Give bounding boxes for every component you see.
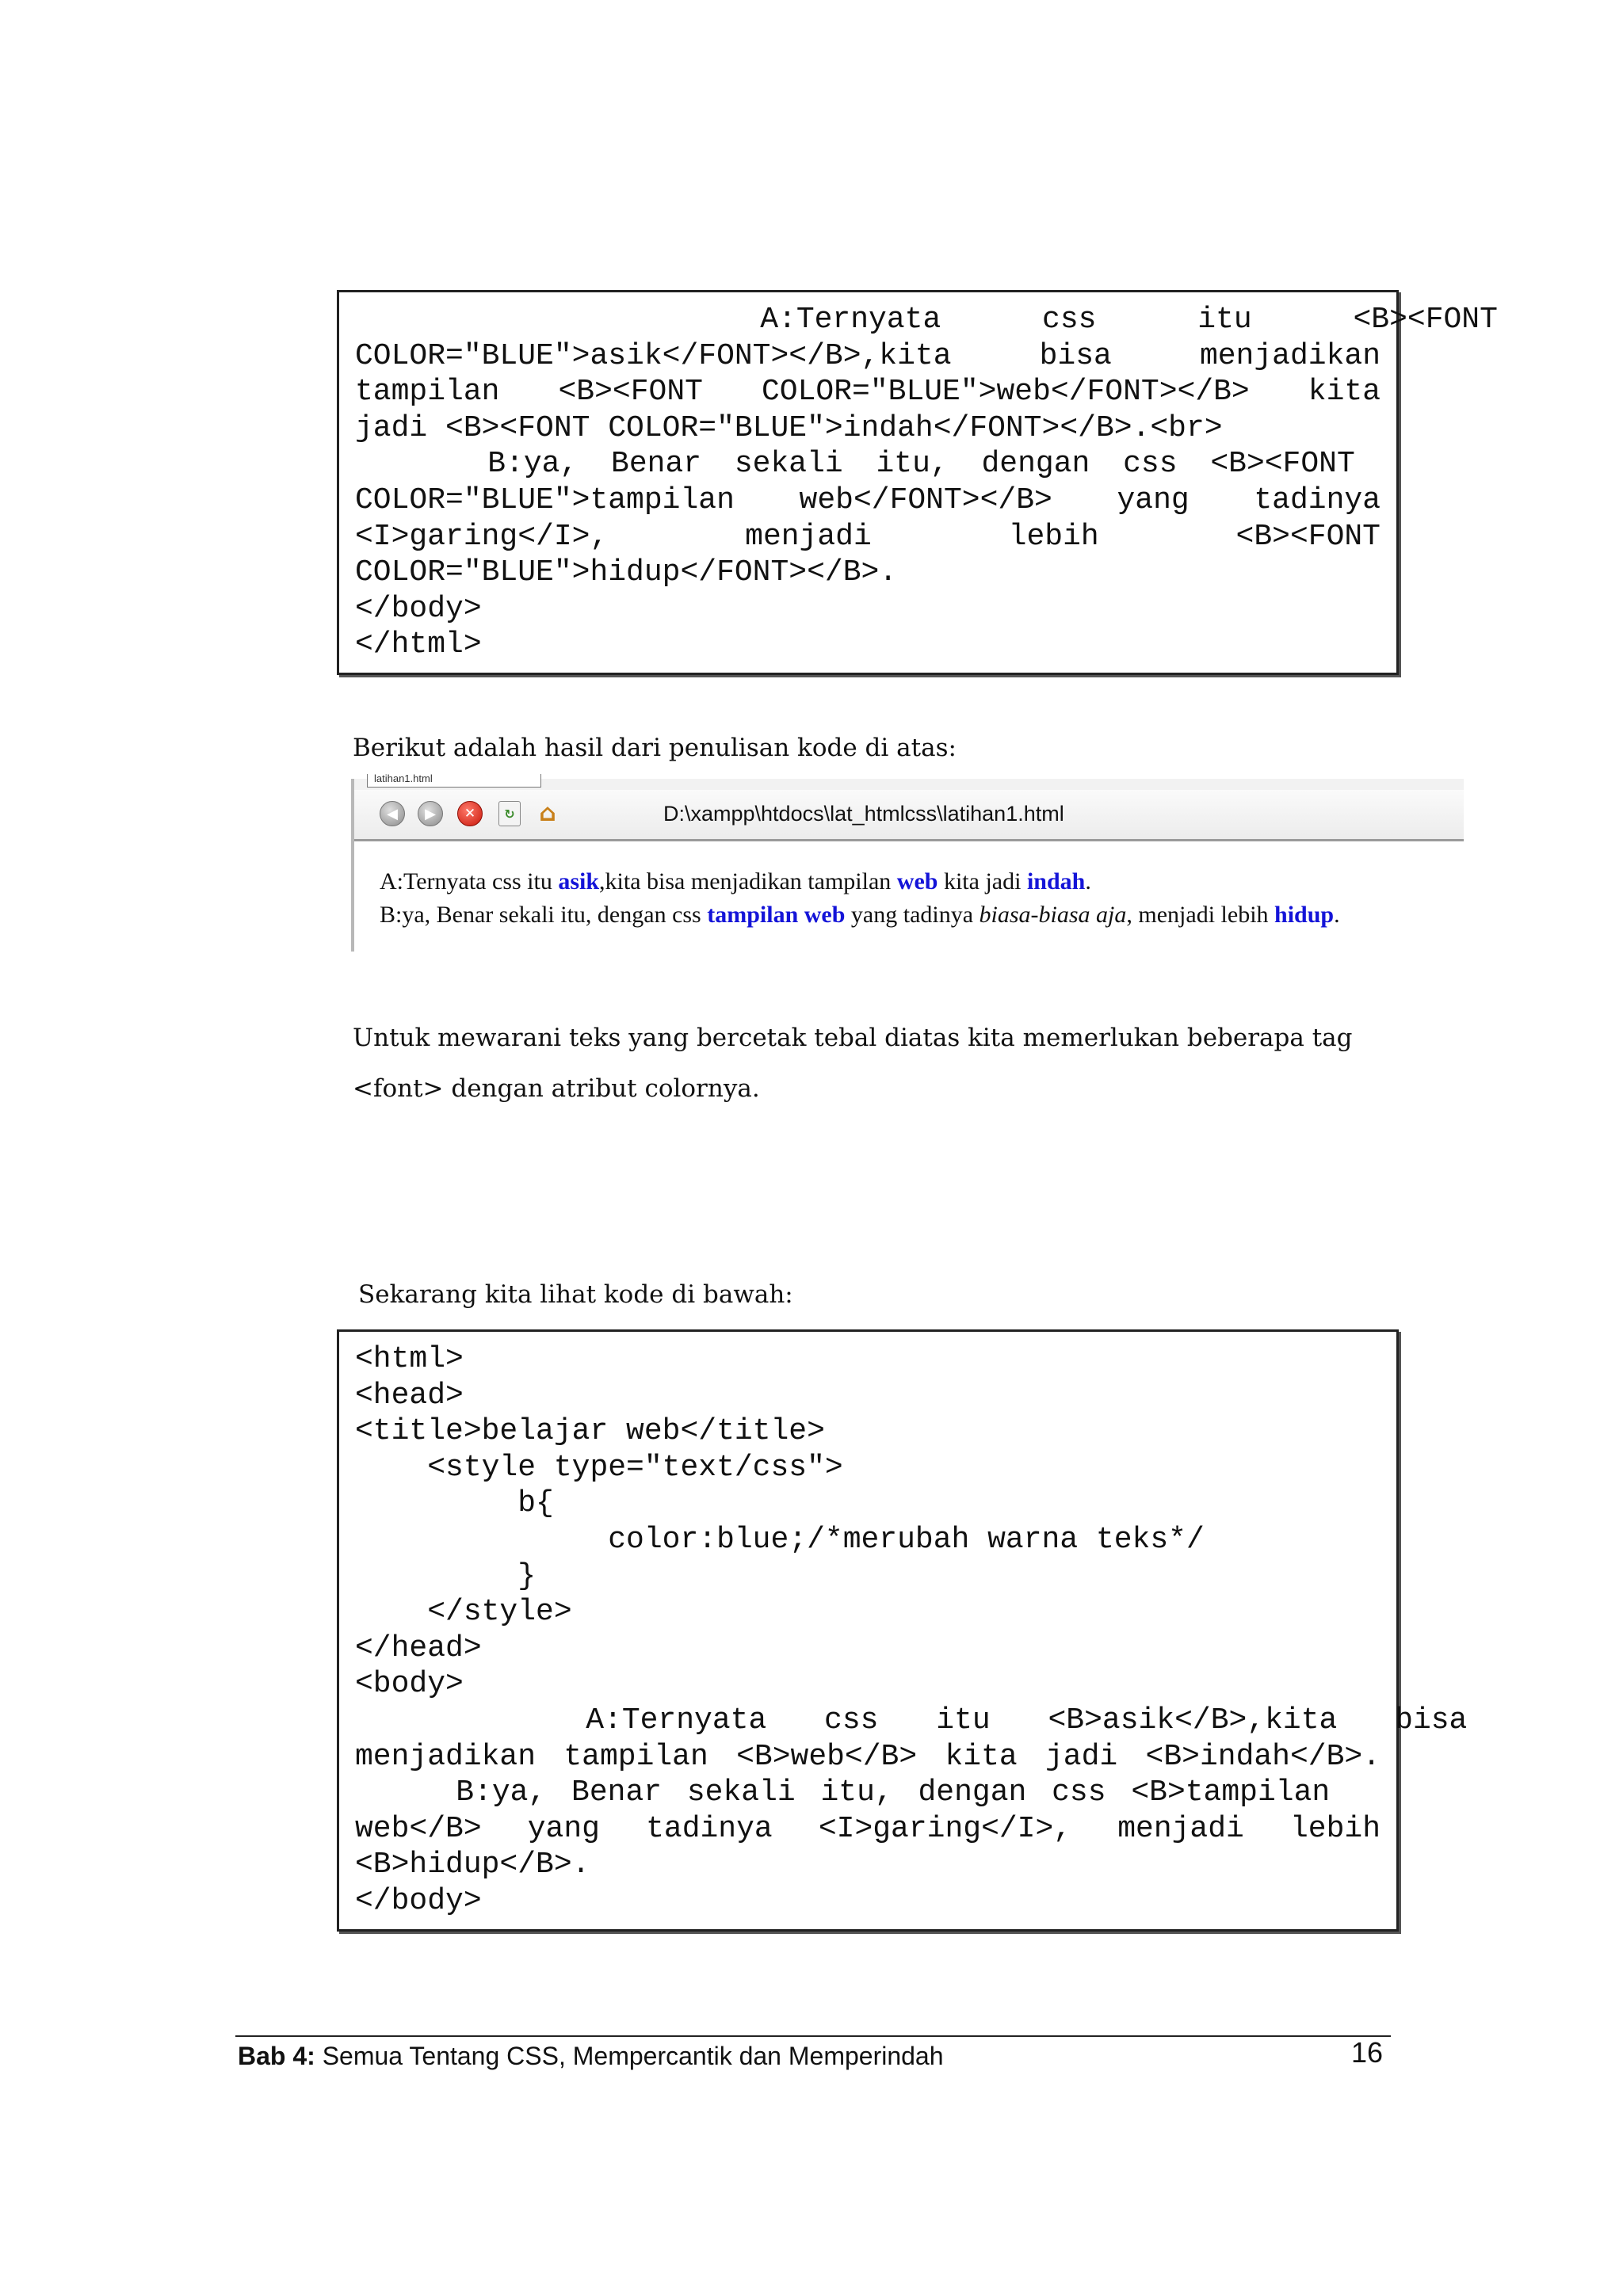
code-line: <html> bbox=[355, 1342, 464, 1376]
code-line: <head> bbox=[355, 1378, 464, 1413]
code-line: B:ya, Benar sekali itu, dengan css <B><FONT bbox=[355, 447, 1355, 482]
footer-rule bbox=[235, 2035, 1391, 2037]
next-text: Sekarang kita lihat kode di bawah: bbox=[358, 1280, 793, 1309]
forward-icon[interactable]: ▶ bbox=[418, 801, 443, 826]
code-line: web</B> yang tadinya <I>garing</I>, menjadi lebih bbox=[355, 1811, 1381, 1846]
code-line: <style type="text/css"> bbox=[355, 1450, 843, 1485]
code-line: <title>belajar web</title> bbox=[355, 1414, 825, 1449]
code-line: menjadikan tampilan <B>web</B> kita jadi <B>indah</B>. bbox=[355, 1739, 1381, 1774]
chapter-label: Bab 4: bbox=[238, 2042, 315, 2070]
bold-hidup: hidup bbox=[1274, 902, 1335, 928]
code-line: <body> bbox=[355, 1667, 464, 1702]
explain-text-1: Untuk mewarani teks yang bercetak tebal diatas kita memerlukan beberapa tag bbox=[353, 1024, 1353, 1052]
code-line: <B>hidup</B>. bbox=[355, 1848, 590, 1882]
rendered-line-1: A:Ternyata css itu asik,kita bisa menjadikan tampilan web kita jadi indah. bbox=[380, 868, 1091, 894]
stop-icon[interactable]: ✕ bbox=[457, 801, 483, 826]
code-line: b{ bbox=[355, 1486, 554, 1521]
code-line: </style> bbox=[355, 1595, 572, 1630]
code-line: COLOR="BLUE">tampilan web</FONT></B> yang tadinya bbox=[355, 482, 1381, 517]
code-line: COLOR="BLUE">asik</FONT></B>,kita bisa menjadikan bbox=[355, 338, 1381, 373]
code-block-1 bbox=[337, 290, 1498, 675]
tab-strip bbox=[354, 772, 1464, 790]
code-line: color:blue;/*merubah warna teks*/ bbox=[355, 1522, 1205, 1557]
browser-toolbar bbox=[354, 790, 1464, 841]
code-line: A:Ternyata css itu <B><FONT bbox=[355, 303, 1498, 337]
italic-text: biasa-biasa aja bbox=[979, 902, 1127, 928]
code-line: COLOR="BLUE">hidup</FONT></B>. bbox=[355, 555, 898, 590]
code-line: } bbox=[355, 1558, 537, 1593]
rendered-page bbox=[354, 841, 1464, 932]
code-line: tampilan <B><FONT COLOR="BLUE">web</FONT></B> kita bbox=[355, 375, 1381, 410]
explain-text-2: <font> dengan atribut colornya. bbox=[353, 1074, 760, 1103]
code-line: jadi <B><FONT COLOR="BLUE">indah</FONT></B>.<br> bbox=[355, 410, 1223, 445]
code-line: <I>garing</I>, menjadi lebih <B><FONT bbox=[355, 519, 1381, 554]
back-icon[interactable]: ◀ bbox=[380, 801, 405, 826]
bold-tampilan-web: tampilan web bbox=[707, 902, 846, 928]
chapter-title: Semua Tentang CSS, Mempercantik dan Memperindah bbox=[315, 2042, 944, 2070]
rendered-line-2: B:ya, Benar sekali itu, dengan css tampilan web yang tadinya biasa-biasa aja, menjadi lebih hidup. bbox=[380, 902, 1340, 928]
code-line: B:ya, Benar sekali itu, dengan css <B>tampilan bbox=[355, 1775, 1331, 1810]
reload-icon[interactable]: ↻ bbox=[498, 801, 521, 826]
code-line: </body> bbox=[355, 591, 482, 626]
home-icon[interactable]: ⌂ bbox=[539, 799, 556, 827]
bold-indah: indah bbox=[1026, 868, 1086, 894]
browser-tab[interactable]: latihan1.html bbox=[367, 774, 541, 788]
code-line: </body> bbox=[355, 1883, 482, 1918]
browser-screenshot bbox=[351, 772, 1464, 952]
footer-chapter bbox=[238, 2042, 944, 2071]
intro-text: Berikut adalah hasil dari penulisan kode di atas: bbox=[353, 734, 957, 762]
bold-web: web bbox=[896, 868, 938, 894]
address-bar[interactable]: D:\xampp\htdocs\lat_htmlcss\latihan1.html bbox=[663, 802, 1064, 826]
bold-asik: asik bbox=[558, 868, 600, 894]
code-line: A:Ternyata css itu <B>asik</B>,kita bisa bbox=[355, 1703, 1468, 1737]
code-line: </html> bbox=[355, 627, 482, 662]
code-block-2 bbox=[337, 1329, 1468, 1932]
code-line: </head> bbox=[355, 1630, 482, 1665]
page-number: 16 bbox=[1351, 2036, 1384, 2069]
